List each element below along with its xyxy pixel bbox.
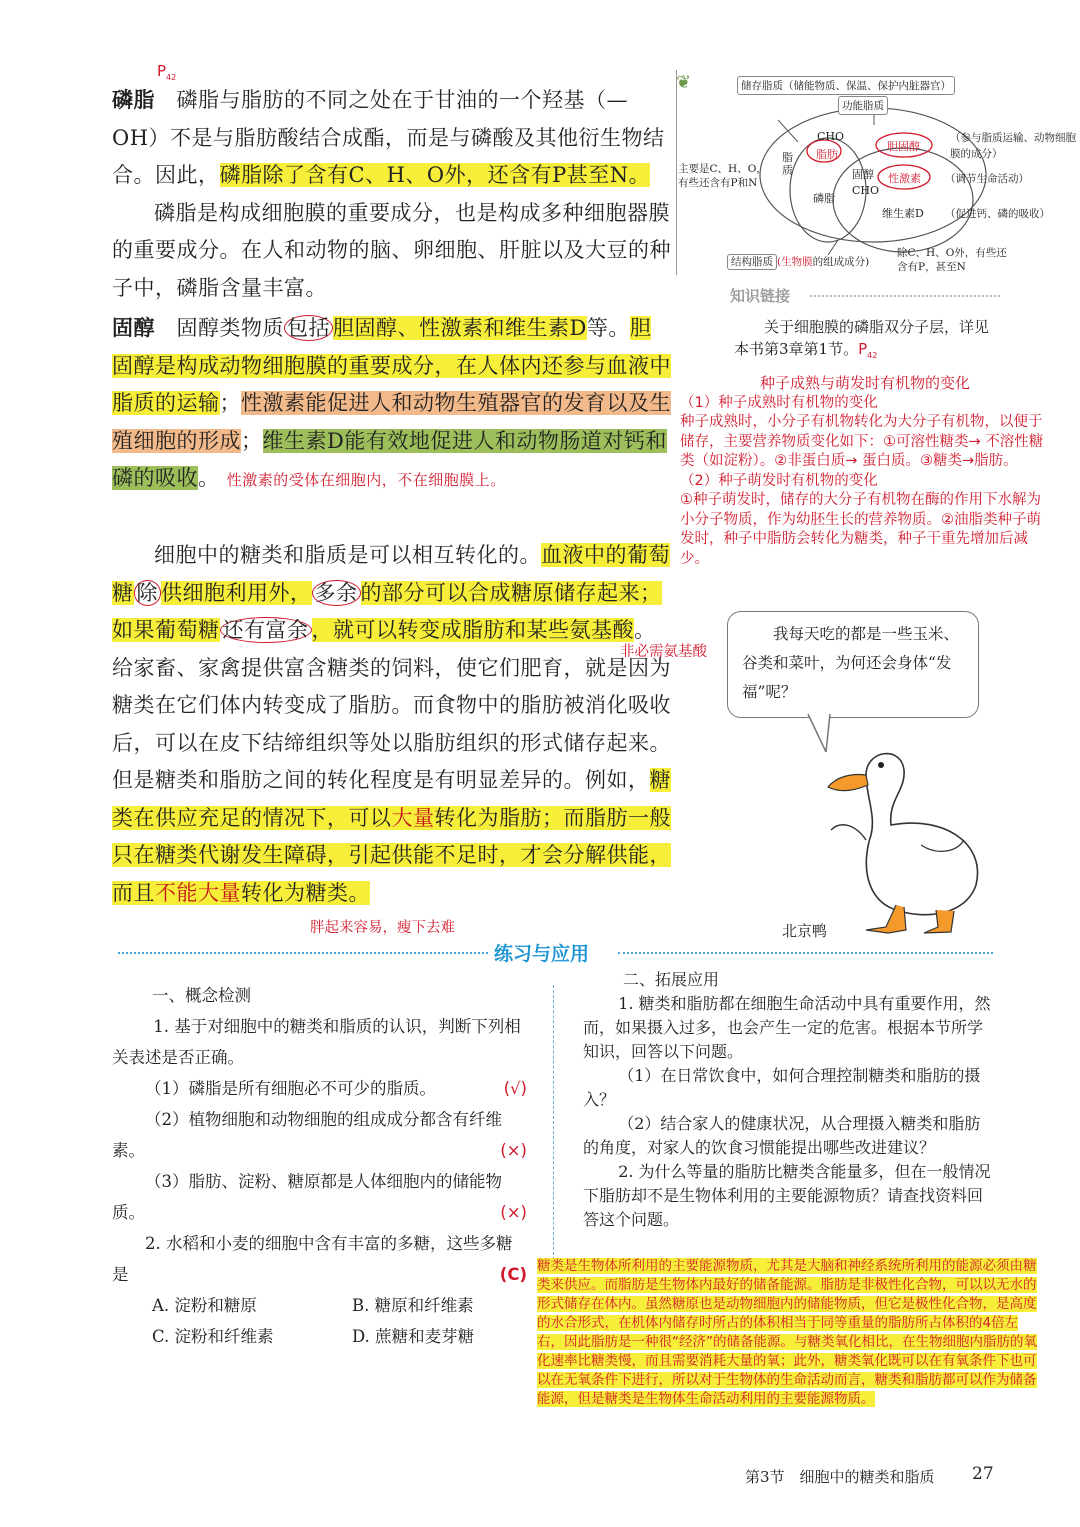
exercise-left: 一、概念检测 1. 基于对细胞中的糖类和脂质的认识，判断下列相关表述是否正确。 （1）磷脂是所有细胞必不可少的脂质。 (√) （2）植物细胞和动物细胞的组成成分都含有纤维素。 (×) （3）脂肪、淀粉、糖原都是人体细胞内的储能物质。 (×) 2. 水稻和小麦的细胞中含有丰富的多糖，这些多糖是 (C) A. 淀粉和糖原 B. 糖原和纤维素 C. 淀粉和纤维素 D. 蔗糖和麦芽糖	[112, 986, 527, 1346]
page-number: 27	[972, 1464, 994, 1484]
exercise-divider-right	[618, 952, 993, 954]
phospholipid-paragraph-2: 磷脂是构成细胞膜的重要成分，也是构成多种细胞器膜的重要成分。在人和动物的脑、卵细胞、肝脏以及大豆的种子中，磷脂含量丰富。	[112, 200, 671, 300]
footer-section: 第3节 细胞中的糖类和脂质	[745, 1468, 935, 1486]
duck-beak	[828, 775, 868, 791]
phospholipid-title: 磷脂	[112, 88, 155, 112]
knowledge-link-text: 关于细胞膜的磷脂双分子层，详见本书第3章第1节。$P_{42}$	[734, 318, 990, 360]
duck-eye	[878, 762, 884, 768]
handwritten-note-receptor: 性激素的受体在细胞内，不在细胞膜上。	[226, 471, 506, 489]
knowledge-link-title: 知识链接	[730, 288, 791, 305]
circled-word: 包括	[284, 315, 333, 341]
leaf-icon: ❦	[676, 72, 692, 93]
diagram-lipid-label: 脂质	[782, 151, 793, 177]
speech-bubble: 我每天吃的都是一些玉米、谷类和菜叶，为何还会身体“发福”呢？	[727, 611, 979, 718]
sterol-title: 固醇	[112, 316, 155, 340]
exercise-title: 练习与应用	[494, 943, 590, 965]
column-divider	[676, 70, 677, 275]
exercise-column-divider	[553, 985, 554, 1260]
duck-illustration	[826, 735, 996, 935]
diagram-func-box: 功能脂质	[838, 96, 888, 115]
exercise-divider-left	[118, 952, 488, 954]
phospholipid-section: 磷脂 磷脂与脂肪的不同之处在于甘油的一个羟基（—OH）不是与脂肪酸结合成酯，而是与磷酸及其他衍生物结合。因此，磷脂除了含有C、H、O外，还含有P甚至N。 磷脂是构成细胞膜的重要成分，也是构成多种细胞器膜的重要成分。在人和动物的脑、卵细胞、肝脏以及大豆的种子中，磷脂含量丰富。	[112, 82, 672, 307]
diagram-store-box: 储存脂质（储能物质、保温、保护内脏器官）	[737, 76, 955, 95]
diagram-struct-box: 结构脂质 (生物膜的组成成分)	[727, 254, 869, 269]
exercise-right: 二、拓展应用 1. 糖类和脂肪都在细胞生命活动中具有重要作用，然而，如果摄入过多，也会产生一定的危害。根据本节所学知识，回答以下问题。 （1）在日常饮食中，如何合理控制糖类和脂肪的摄入？ （2）结合家人的健康状况，从合理摄入糖类和脂肪的角度，对家人的饮食习惯能提出哪些改进建议？ 2. 为什么等量的脂肪比糖类含能量多，但在一般情况下脂肪却不是生物体利用的主要能源物质？请查找资料回答这个问题。	[583, 970, 991, 1229]
duck-foot-left	[866, 905, 906, 933]
knowledge-divider	[810, 295, 1000, 297]
handwritten-note-fat: 胖起来容易，瘦下去难	[310, 920, 455, 936]
side-note-seeds: 种子成熟与萌发时有机物的变化 （1）种子成熟时有机物的变化 种子成熟时，小分子有机物转化为大分子有机物，以便于储存，主要营养物质变化如下：①可溶性糖类→ 不溶性糖类（如淀粉）。②非蛋白质→ 蛋白质。③糖类→脂肪。 （2）种子萌发时有机物的变化 ①种子萌发时，储存的大分子有机物在酶的作用下水解为小分子物质，作为幼胚生长的营养物质。②油脂类种子萌发时，种子中脂肪会转化为糖类，种子干重先增加后减少。	[680, 374, 1044, 567]
duck-caption: 北京鸭	[782, 922, 828, 940]
page-mark-p42: $P_{42}$	[157, 62, 177, 82]
handwritten-note-amino: 非必需氨基酸	[620, 644, 707, 660]
conversion-section: 细胞中的糖类和脂质是可以相互转化的。血液中的葡萄糖 除 供细胞利用外， 多余 的部分可以合成糖原储存起来；如果葡萄糖 还有富余 ，就可以转变成脂肪和某些氨基酸。给家畜、家禽提供富含糖类的饲料，使它们肥育，就是因为糖类在它们体内转变成了脂肪。而食物中的脂肪被消化吸收后，可以在皮下结缔组织等处以脂肪组织的形式储存起来。但是糖类和脂肪之间的转化程度是有明显差异的。例如，糖类在供应充足的情况下，可以大量转化为脂肪；而脂肪一般只在糖类代谢发生障碍，引起供能不足时，才会分解供能，而且不能大量转化为糖类。	[112, 543, 671, 905]
function-ellipse	[833, 148, 973, 252]
handwritten-answer: 糖类是生物体所利用的主要能源物质，尤其是大脑和神经系统所利用的能源必须由糖类来供应。而脂肪是生物体内最好的储备能源。脂肪是非极性化合物，可以以无水的形式储存在体内。虽然糖原也是动物细胞内的储能物质，但它是极性化合物，是高度的水合形式，在机体内储存时所占的体积相当于同等重量的脂肪所占体积的4倍左右，因此脂肪是一种很“经济”的储备能源。与糖类氧化相比，在生物细胞内脂肪的氧化速率比糖类慢，而且需要消耗大量的氧；此外，糖类氧化既可以在有氧条件下也可以在无氧条件下进行，所以对于生物体的生命活动而言，糖类和脂肪都可以作为储备能源，但是糖类是生物体生命活动利用的主要能源物质。	[537, 1258, 1037, 1407]
sterol-section: 固醇 固醇类物质 包括 胆固醇、性激素和维生素D等。胆固醇是构成动物细胞膜的重要成分，在人体内还参与血液中脂质的运输；性激素能促进人和动物生殖器官的发育以及生殖细胞的形成；维生素D能有效地促进人和动物肠道对钙和磷的吸收。 性激素的受体在细胞内，不在细胞膜上。	[112, 316, 671, 490]
